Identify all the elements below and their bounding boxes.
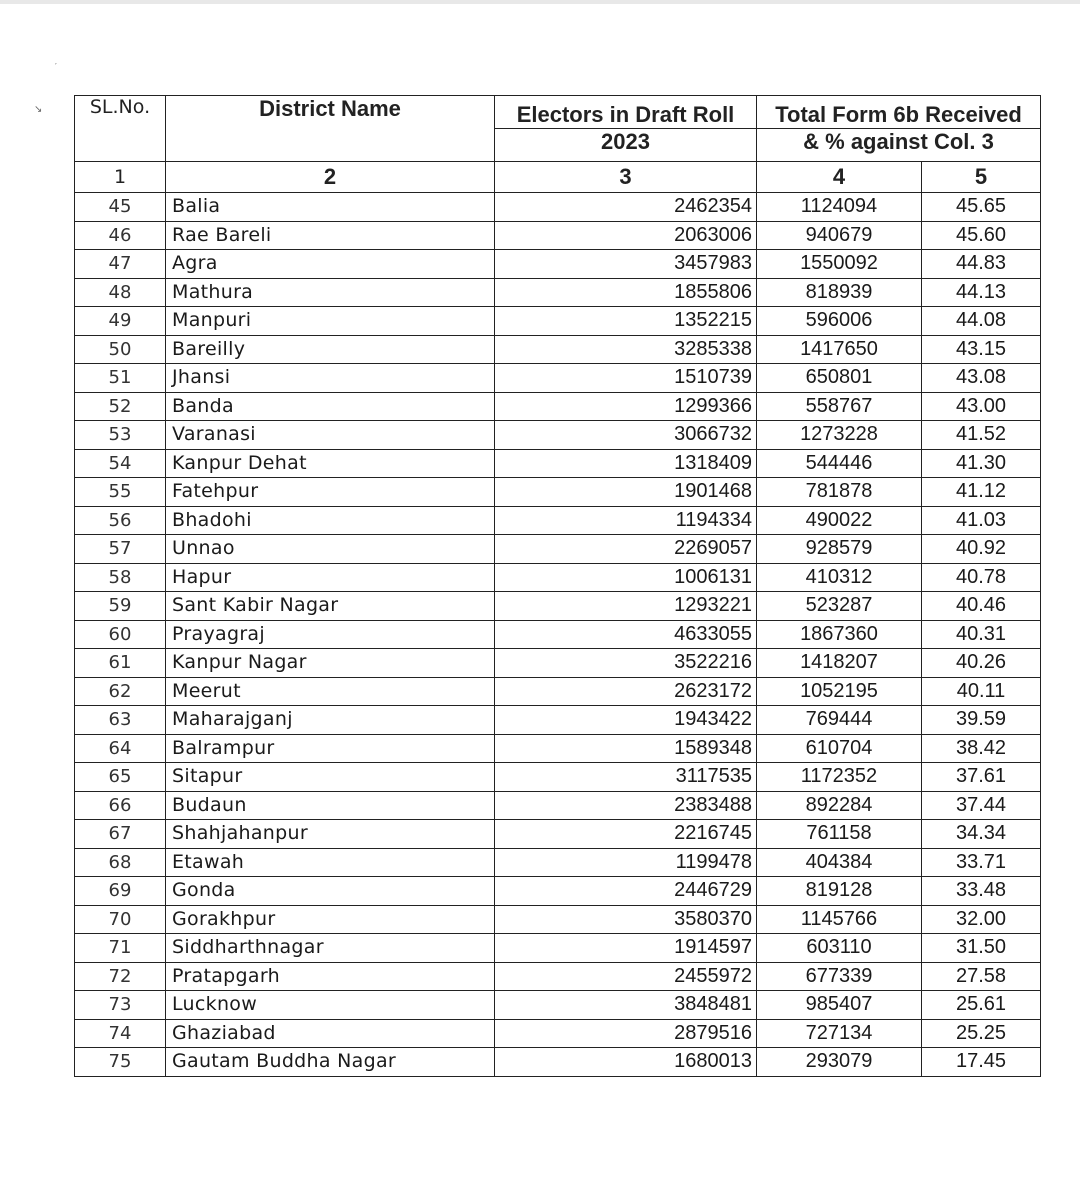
form6b-count-cell: 1124094 [757,193,922,222]
table-row [75,734,1041,763]
form6b-count-cell: 1867360 [757,620,922,649]
table-row [75,592,1041,621]
form6b-percent-cell: 33.71 [922,848,1041,877]
sl-no-cell: 64 [75,734,166,763]
electors-cell: 1199478 [495,848,757,877]
sl-no-cell: 49 [75,307,166,336]
district-name-cell: Balia [166,193,495,222]
form6b-count-cell: 293079 [757,1048,922,1077]
scan-mark: ↘ [34,104,43,115]
electors-cell: 2216745 [495,820,757,849]
sl-no-cell: 52 [75,392,166,421]
form6b-count-cell: 985407 [757,991,922,1020]
form6b-count-cell: 1417650 [757,335,922,364]
electors-cell: 3580370 [495,905,757,934]
table-row [75,221,1041,250]
district-name-cell: Gorakhpur [166,905,495,934]
table-row [75,848,1041,877]
district-name-cell: Meerut [166,677,495,706]
column-number: 1 [75,162,166,193]
form6b-count-cell: 892284 [757,791,922,820]
sl-no-cell: 50 [75,335,166,364]
sl-no-cell: 69 [75,877,166,906]
table-row [75,449,1041,478]
sl-no-cell: 72 [75,962,166,991]
table-row [75,649,1041,678]
form6b-percent-cell: 38.42 [922,734,1041,763]
sl-no-cell: 54 [75,449,166,478]
sl-no-cell: 47 [75,250,166,279]
district-name-cell: Budaun [166,791,495,820]
table-row [75,934,1041,963]
table-row [75,250,1041,279]
form6b-percent-cell: 41.03 [922,506,1041,535]
form6b-count-cell: 603110 [757,934,922,963]
form6b-count-cell: 677339 [757,962,922,991]
form6b-percent-cell: 41.52 [922,421,1041,450]
electors-cell: 1352215 [495,307,757,336]
electors-cell: 2383488 [495,791,757,820]
form6b-percent-cell: 43.00 [922,392,1041,421]
district-name-cell: Pratapgarh [166,962,495,991]
table-body [75,193,1041,1077]
electors-cell: 1680013 [495,1048,757,1077]
sl-no-cell: 62 [75,677,166,706]
table-row [75,706,1041,735]
electors-cell: 1914597 [495,934,757,963]
sl-no-cell: 65 [75,763,166,792]
electors-cell: 1901468 [495,478,757,507]
form6b-count-cell: 596006 [757,307,922,336]
sl-no-cell: 67 [75,820,166,849]
form6b-count-cell: 544446 [757,449,922,478]
form6b-count-cell: 1273228 [757,421,922,450]
form6b-percent-cell: 44.83 [922,250,1041,279]
sl-no-cell: 63 [75,706,166,735]
district-name-cell: Bareilly [166,335,495,364]
electors-cell: 1855806 [495,278,757,307]
form6b-percent-cell: 41.30 [922,449,1041,478]
sl-no-cell: 46 [75,221,166,250]
form6b-percent-cell: 45.65 [922,193,1041,222]
electors-cell: 2063006 [495,221,757,250]
form6b-count-cell: 558767 [757,392,922,421]
electors-cell: 1006131 [495,563,757,592]
sl-no-cell: 73 [75,991,166,1020]
form6b-percent-cell: 31.50 [922,934,1041,963]
table-row [75,278,1041,307]
form6b-percent-cell: 41.12 [922,478,1041,507]
table-row [75,392,1041,421]
electors-cell: 1318409 [495,449,757,478]
form6b-count-cell: 769444 [757,706,922,735]
form6b-percent-cell: 34.34 [922,820,1041,849]
table-row [75,421,1041,450]
electors-cell: 2623172 [495,677,757,706]
district-name-cell: Rae Bareli [166,221,495,250]
form6b-percent-cell: 40.78 [922,563,1041,592]
form6b-percent-cell: 44.08 [922,307,1041,336]
sl-no-cell: 61 [75,649,166,678]
form6b-header-line2: & % against Col. 3 [757,129,1041,162]
form6b-count-cell: 1550092 [757,250,922,279]
electors-cell: 3848481 [495,991,757,1020]
sl-no-cell: 53 [75,421,166,450]
sl-no-cell: 58 [75,563,166,592]
column-number: 5 [922,162,1041,193]
electors-cell: 1943422 [495,706,757,735]
electors-cell: 1194334 [495,506,757,535]
table-row [75,620,1041,649]
column-number: 3 [495,162,757,193]
form6b-percent-cell: 25.25 [922,1019,1041,1048]
table-row [75,791,1041,820]
table-row [75,763,1041,792]
table-row [75,1048,1041,1077]
district-name-cell: Lucknow [166,991,495,1020]
district-name-cell: Bhadohi [166,506,495,535]
form6b-percent-cell: 25.61 [922,991,1041,1020]
table-row [75,962,1041,991]
form6b-count-cell: 1172352 [757,763,922,792]
sl-no-cell: 45 [75,193,166,222]
electors-cell: 3066732 [495,421,757,450]
form6b-count-cell: 781878 [757,478,922,507]
district-name-cell: Mathura [166,278,495,307]
form6b-count-cell: 404384 [757,848,922,877]
sl-no-cell: 59 [75,592,166,621]
district-name-cell: Kanpur Dehat [166,449,495,478]
district-name-cell: Sant Kabir Nagar [166,592,495,621]
sl-no-cell: 48 [75,278,166,307]
table-row [75,905,1041,934]
district-name-cell: Gonda [166,877,495,906]
district-name-cell: Maharajganj [166,706,495,735]
form6b-percent-cell: 40.26 [922,649,1041,678]
form6b-count-cell: 523287 [757,592,922,621]
electors-cell: 2269057 [495,535,757,564]
table-row [75,478,1041,507]
sl-no-header: SL.No. [75,96,166,162]
form6b-count-cell: 818939 [757,278,922,307]
scan-mark: ′ [55,62,57,71]
sl-no-cell: 71 [75,934,166,963]
electors-cell: 1589348 [495,734,757,763]
table-row [75,364,1041,393]
sl-no-cell: 70 [75,905,166,934]
district-name-cell: Manpuri [166,307,495,336]
table-row [75,193,1041,222]
district-name-cell: Prayagraj [166,620,495,649]
district-name-cell: Agra [166,250,495,279]
district-name-cell: Kanpur Nagar [166,649,495,678]
form6b-count-cell: 819128 [757,877,922,906]
form6b-count-cell: 490022 [757,506,922,535]
district-name-cell: Unnao [166,535,495,564]
form6b-percent-cell: 40.46 [922,592,1041,621]
electors-cell: 1510739 [495,364,757,393]
form6b-percent-cell: 17.45 [922,1048,1041,1077]
form6b-count-cell: 410312 [757,563,922,592]
sl-no-cell: 75 [75,1048,166,1077]
district-name-cell: Hapur [166,563,495,592]
electors-cell: 2462354 [495,193,757,222]
page-top-edge [0,0,1080,4]
table-header [75,96,1041,193]
form6b-count-cell: 1145766 [757,905,922,934]
sl-no-cell: 68 [75,848,166,877]
form6b-percent-cell: 45.60 [922,221,1041,250]
form6b-percent-cell: 33.48 [922,877,1041,906]
form6b-percent-cell: 43.08 [922,364,1041,393]
column-number: 4 [757,162,922,193]
form6b-count-cell: 610704 [757,734,922,763]
form6b-count-cell: 1052195 [757,677,922,706]
sl-no-cell: 57 [75,535,166,564]
electors-cell: 3117535 [495,763,757,792]
sl-no-cell: 74 [75,1019,166,1048]
district-name-cell: Varanasi [166,421,495,450]
district-name-cell: Ghaziabad [166,1019,495,1048]
electors-cell: 4633055 [495,620,757,649]
table-row [75,335,1041,364]
form6b-percent-cell: 43.15 [922,335,1041,364]
district-name-header: District Name [166,96,495,162]
electors-header-line1: Electors in Draft Roll [495,96,757,129]
table-row [75,820,1041,849]
form6b-percent-cell: 39.59 [922,706,1041,735]
electors-table [74,95,1041,1077]
electors-cell: 3285338 [495,335,757,364]
form6b-count-cell: 650801 [757,364,922,393]
form6b-percent-cell: 37.61 [922,763,1041,792]
table-row [75,877,1041,906]
district-name-cell: Shahjahanpur [166,820,495,849]
form6b-count-cell: 940679 [757,221,922,250]
sl-no-cell: 51 [75,364,166,393]
district-name-cell: Jhansi [166,364,495,393]
table-row [75,535,1041,564]
form6b-percent-cell: 37.44 [922,791,1041,820]
electors-cell: 2879516 [495,1019,757,1048]
form6b-count-cell: 761158 [757,820,922,849]
table-row [75,307,1041,336]
electors-cell: 3457983 [495,250,757,279]
electors-cell: 1299366 [495,392,757,421]
form6b-percent-cell: 40.11 [922,677,1041,706]
electors-cell: 2446729 [495,877,757,906]
sl-no-cell: 60 [75,620,166,649]
electors-cell: 3522216 [495,649,757,678]
sl-no-cell: 56 [75,506,166,535]
table-row [75,991,1041,1020]
form6b-percent-cell: 44.13 [922,278,1041,307]
district-name-cell: Balrampur [166,734,495,763]
sl-no-cell: 66 [75,791,166,820]
column-number: 2 [166,162,495,193]
district-name-cell: Sitapur [166,763,495,792]
sl-no-cell: 55 [75,478,166,507]
district-name-cell: Siddharthnagar [166,934,495,963]
table-row [75,677,1041,706]
district-name-cell: Etawah [166,848,495,877]
district-name-cell: Fatehpur [166,478,495,507]
form6b-count-cell: 1418207 [757,649,922,678]
electors-header-line2: 2023 [495,129,757,162]
form6b-header-line1: Total Form 6b Received [757,96,1041,129]
table-row [75,506,1041,535]
electors-cell: 2455972 [495,962,757,991]
form6b-count-cell: 727134 [757,1019,922,1048]
district-name-cell: Gautam Buddha Nagar [166,1048,495,1077]
form6b-percent-cell: 40.92 [922,535,1041,564]
table-row [75,1019,1041,1048]
form6b-count-cell: 928579 [757,535,922,564]
table-row [75,563,1041,592]
district-name-cell: Banda [166,392,495,421]
form6b-percent-cell: 40.31 [922,620,1041,649]
form6b-percent-cell: 32.00 [922,905,1041,934]
electors-cell: 1293221 [495,592,757,621]
form6b-percent-cell: 27.58 [922,962,1041,991]
